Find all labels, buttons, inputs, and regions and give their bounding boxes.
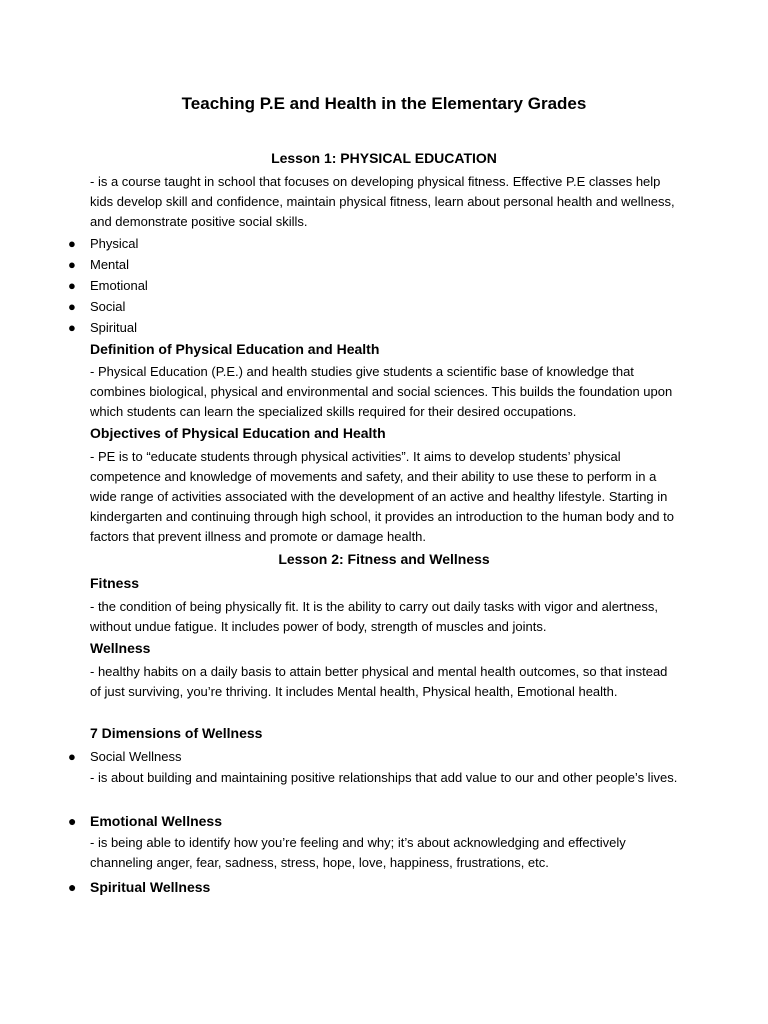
lesson-2-heading: Lesson 2: Fitness and Wellness — [278, 551, 490, 567]
bullet-icon: ● — [68, 320, 76, 335]
document-title: Teaching P.E and Health in the Elementary Grades — [181, 94, 587, 113]
bullet-icon: ● — [68, 299, 76, 314]
lesson-1-intro: - is a course taught in school that focuses on developing physical fitness. Effective P.E classes help kids develop skill and confidence, maintain physical fitness, learn about personal health and wellness, and demonstrate positive social skills. — [90, 174, 675, 229]
objectives-heading: Objectives of Physical Education and Health — [90, 425, 386, 441]
fitness-heading: Fitness — [90, 575, 140, 591]
bullet-icon: ● — [68, 278, 76, 293]
bullet-icon: ● — [68, 236, 76, 251]
fitness-text: - the condition of being physically fit. It is the ability to carry out daily tasks with vigor and alertness, without undue fatigue. It includes power of body, strength of muscles and joints. — [90, 599, 658, 634]
dimensions-heading: 7 Dimensions of Wellness — [90, 725, 263, 741]
wellness-text: - healthy habits on a daily basis to attain better physical and mental health outcomes, so that instead of just surviving, you’re thriving. It includes Mental health, Physical health, Emotional health. — [90, 664, 668, 699]
lesson-1-heading: Lesson 1: PHYSICAL EDUCATION — [271, 150, 497, 166]
objectives-text: - PE is to “educate students through physical activities”. It aims to develop students’ physical competence and knowledge of movements and safety, and their ability to use these to perform in a wide range of activities associated with the development of an active and healthy lifestyle. Starting in kindergarten and continuing through high school, it provides an introduction to the human body and to factors that prevent illness and promote or damage health. — [90, 449, 674, 544]
document-page: Teaching P.E and Health in the Elementary Grades Lesson 1: PHYSICAL EDUCATION - is a course taught in school that focuses on developing physical fitness. Effective P.E classes help kids develop skill and confidence, maintain physical fitness, learn about personal health and wellness, and demonstrate positive social skills. ● Physical ● Mental ● Emotional ● Social ● Spiritual Definition of Physical Education and Health - Physical Education (P.E.) and health studies give students a scientific base of knowledge that combines biological, physical and environmental and social sciences. This builds the foundation upon which students can learn the specialized skills required for their desired occupations. Objectives of Physical Education and Health - PE is to “educate students through physical activities”. It aims to develop students’ physical competence and knowledge of movements and safety, and their ability to use these to perform in a wide range of activities associated with the development of an active and healthy lifestyle. Starting in kindergarten and continuing through high school, it provides an introduction to the human body and to factors that prevent illness and promote or damage health. Lesson 2: Fitness and Wellness Fitness - the condition of being physically fit. It is the ability to carry out daily tasks with vigor and alertness, without undue fatigue. It includes power of body, strength of muscles and joints. Wellness - healthy habits on a daily basis to attain better physical and mental health outcomes, so that instead of just surviving, you’re thriving. It includes Mental health, Physical health, Emotional health. 7 Dimensions of Wellness ● Social Wellness - is about building and maintaining positive relationships that add value to our and other people’s lives. ● Emotional Wellness - is being able to identify how you’re feeling and why; it’s about acknowledging and effectively channeling anger, fear, sadness, stress, hope, love, happiness, frustrations, etc. ● Spiritual Wellness — [0, 0, 768, 1024]
emotional-wellness-text: - is being able to identify how you’re feeling and why; it’s about acknowledging and effectively channeling anger, fear, sadness, stress, hope, love, happiness, frustrations, etc. — [90, 835, 626, 870]
bullet-icon: ● — [68, 257, 76, 272]
wellness-heading: Wellness — [90, 640, 151, 656]
definition-heading: Definition of Physical Education and Health — [90, 341, 380, 357]
bullet-icon: ● — [68, 813, 77, 829]
bullet-icon: ● — [68, 749, 76, 764]
definition-text: - Physical Education (P.E.) and health studies give students a scientific base of knowledge that combines biological, physical and environmental and social sciences. This builds the foundation upon which students can learn the specialized skills required for their desired occupations. — [90, 364, 673, 419]
bullet-icon: ● — [68, 879, 77, 895]
social-wellness-text: - is about building and maintaining positive relationships that add value to our and other people’s lives. — [90, 770, 678, 785]
